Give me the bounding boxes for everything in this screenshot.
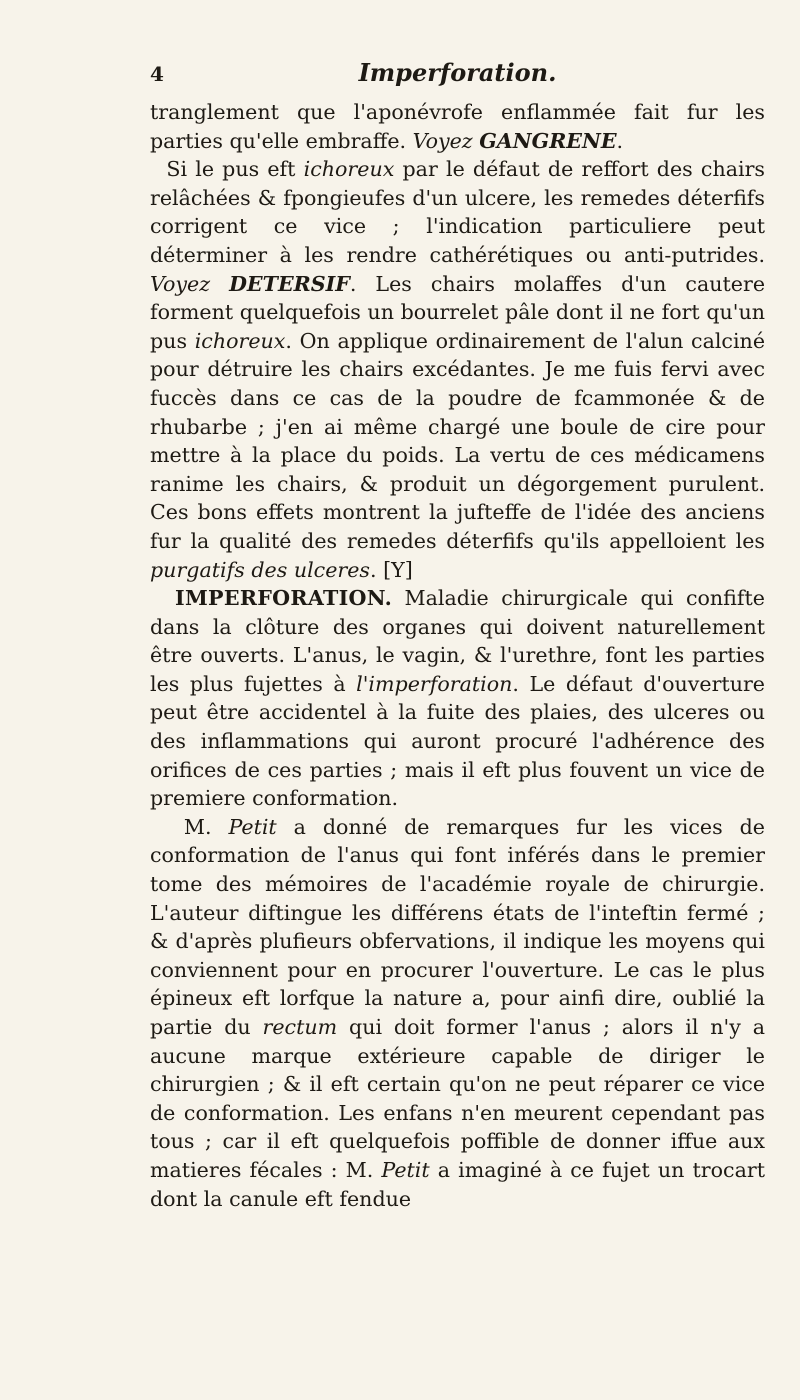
- entry-imperforation: IMPERFORATION. Maladie chirurgicale qui confifte dans la clôture des organes qui doivent naturellement être ouverts. L'anus, le vagin, & l'urethre, font les parties les plus fujettes à l'imperforation. Le défaut d'ouverture peut être accidentel à la fuite des plaies, des ulceres ou des inflammations qui auront procuré l'adhérence des orifices de ces parties ; mais il eft plus fouvent un vice de premiere conformation.: [150, 586, 765, 811]
- see-reference: Voyez: [412, 128, 473, 153]
- cross-reference-gangrene: GANGRENE: [479, 128, 617, 153]
- book-page: [150, 58, 765, 1213]
- cross-reference-detersif: DETERSIF: [229, 271, 350, 296]
- running-header: [150, 58, 765, 96]
- paragraph-pus-ichoreux: Si le pus eft ichoreux par le défaut de reffort des chairs relâchées & fpongieufes d'un ulcere, les remedes déterfifs corrigent ce vice ; l'indication particuliere peut déterminer à les rendre cathérétiques ou anti-putrides. Voyez DETERSIF. Les chairs molaffes d'un cautere forment quelquefois un bourrelet pâle dont il ne fort qu'un pus ichoreux. On applique ordinairement de l'alun calciné pour détruire les chairs excédantes. Je me fuis fervi avec fuccès dans ce cas de la poudre de fcammonée & de rhubarbe ; j'en ai même chargé une boule de cire pour mettre à la place du poids. La vertu de ces médicamens ranime les chairs, & produit un dégorgement purulent. Ces bons effets montrent la jufteffe de l'idée des anciens fur la qualité des remedes déterfifs qu'ils appelloient les purgatifs des ulceres. [Y]: [150, 157, 766, 582]
- paragraph-petit: M. Petit a donné de remarques fur les vices de conformation de l'anus qui font inférés dans le premier tome des mémoires de l'académie royale de chirurgie. L'auteur diftingue les différens états de l'inteftin fermé ; & d'après plufieurs obfervations, il indique les moyens qui conviennent pour en procurer l'ouverture. Le cas le plus épineux eft lorfque la nature a, pour ainfi dire, oublié la partie du rectum qui doit former l'anus ; alors il n'y a aucune marque extérieure capable de diriger le chirurgien ; & il eft certain qu'on ne peut réparer ce vice de conformation. Les enfans n'en meurent cependant pas tous ; car il eft quelquefois poffible de donner iffue aux matieres fécales : M. Petit a imaginé à ce fujet un trocart dont la canule eft fendue: [150, 814, 765, 1211]
- running-title: Imperforation.: [358, 58, 557, 87]
- page-number: 4: [150, 62, 164, 86]
- paragraph-gangrene-ref: tranglement que l'aponévrofe enflammée fait fur les parties qu'elle embraffe. Voyez GANGRENE.: [150, 100, 765, 153]
- see-reference: Voyez: [150, 271, 211, 296]
- entry-headword: IMPERFORATION.: [175, 586, 393, 611]
